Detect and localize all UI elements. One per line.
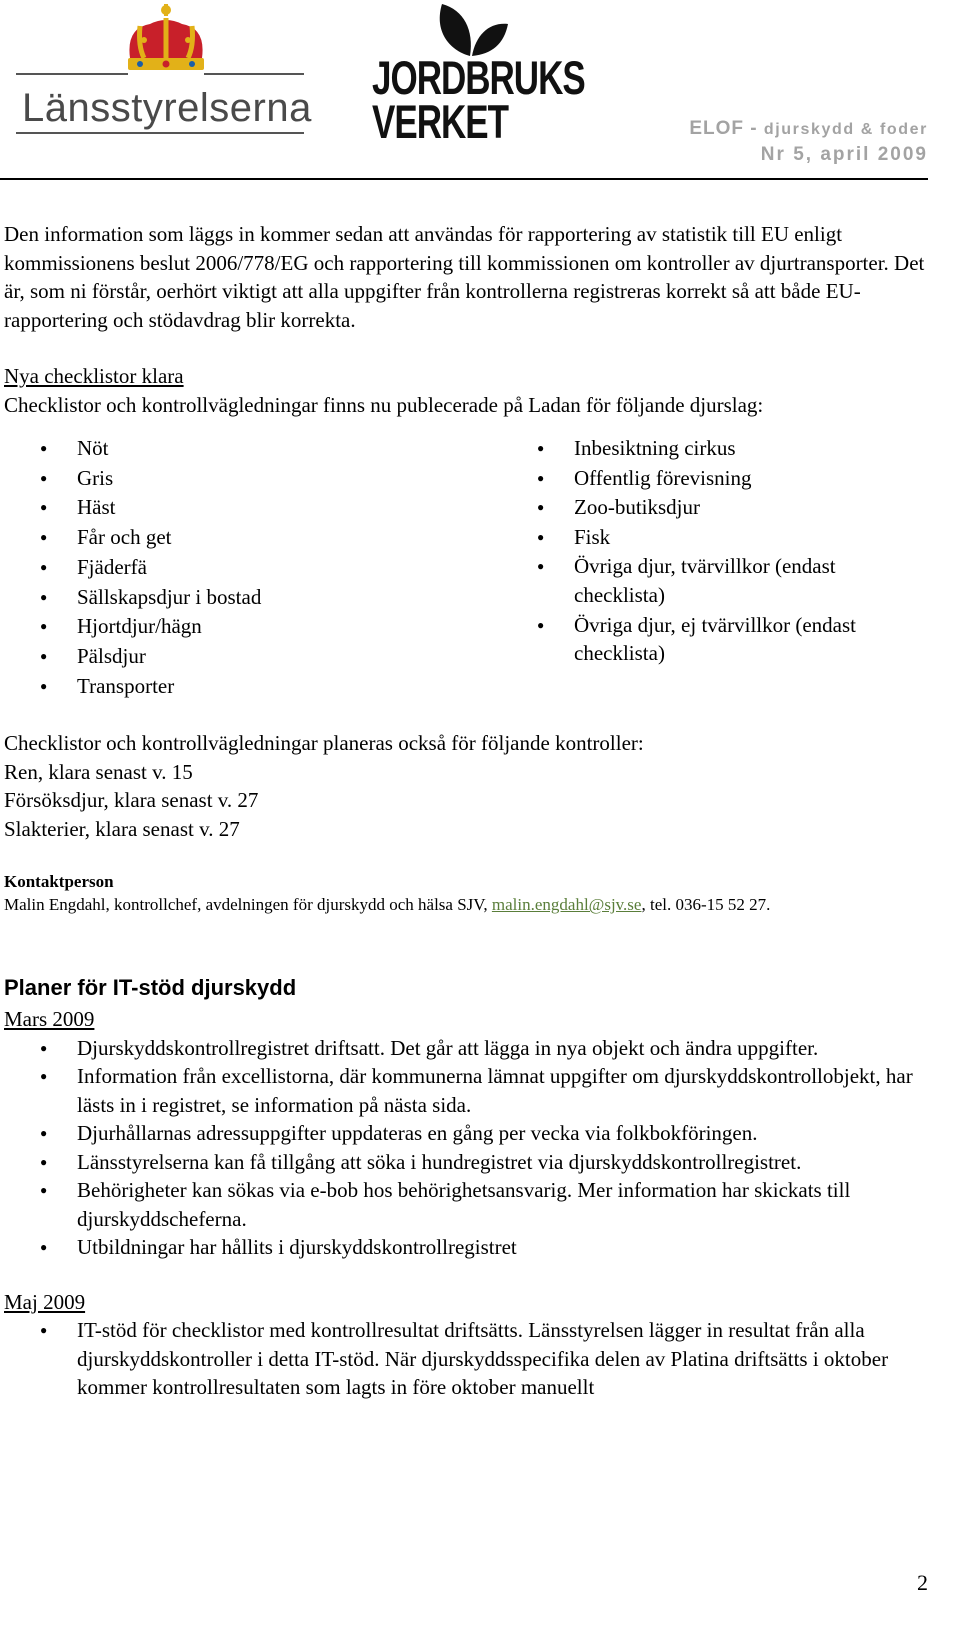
may-list (4, 1316, 928, 1402)
list-item: ● Nöt (4, 434, 501, 464)
list-item: ● Häst (4, 493, 501, 523)
lansstyrelserna-wordmark: Länsstyrelserna (22, 86, 312, 130)
newsletter-masthead (689, 118, 928, 166)
list-item: ● IT-stöd för checklistor med kontrollresultat driftsätts. Länsstyrelsen lägger in resultat från alla djurskyddskontroller i detta IT-stöd. När djurskyddsspecifika delen av Platina driftsätts i oktober kommer kontrollresultaten som lagts in före oktober manuellt (4, 1316, 928, 1402)
list-item: ● Inbesiktning cirkus (501, 434, 928, 463)
march-list (4, 1034, 928, 1262)
list-item: ● Fisk (501, 523, 928, 552)
species-list-right (501, 434, 928, 668)
planned-item: Ren, klara senast v. 15 (4, 759, 193, 784)
list-item: ● Pälsdjur (4, 642, 501, 672)
page-number: 2 (917, 1570, 928, 1595)
list-item: ● Hjortdjur/hägn (4, 612, 501, 642)
jordbruksverket-logo (370, 0, 585, 149)
list-item: ● Gris (4, 464, 501, 494)
species-columns (4, 434, 928, 701)
list-item: ● Djurhållarnas adressuppgifter uppdateras en gång per vecka via folkbokföringen. (4, 1119, 928, 1148)
crown-icon (116, 2, 216, 82)
elof-subtitle: djurskydd & foder (763, 121, 928, 138)
species-list-left (4, 434, 501, 701)
list-item: ● Länsstyrelserna kan få tillgång att söka i hundregistret via djurskyddskontrollregistret. (4, 1148, 928, 1177)
list-item: ● Djurskyddskontrollregistret driftsatt. Det går att lägga in nya objekt och ändra uppgifter. (4, 1034, 928, 1063)
contact-email-link[interactable]: malin.engdahl@sjv.se (491, 895, 642, 915)
contact-heading: Kontaktperson (4, 872, 114, 892)
leaf-icon (430, 0, 510, 58)
list-item: ● Utbildningar har hållits i djurskyddskontrollregistret (4, 1233, 928, 1262)
planned-lead: Checklistor och kontrollvägledningar planeras också för följande kontroller: (4, 731, 644, 756)
lansstyrelserna-logo (16, 2, 316, 142)
planned-item: Försöksdjur, klara senast v. 27 (4, 788, 259, 813)
it-section-title: Planer för IT-stöd djurskydd (4, 975, 297, 1001)
contact-details: Malin Engdahl, kontrollchef, avdelningen för djurskydd och hälsa SJV, malin.engdahl@sjv.se, tel. 036-15 52 27. (4, 895, 771, 915)
march-heading: Mars 2009 (4, 1007, 95, 1032)
checklists-lead: Checklistor och kontrollvägledningar finns nu publecerade på Ladan för följande djurslag: (4, 392, 764, 417)
list-item: ● Transporter (4, 672, 501, 702)
verket-wordmark: VERKET (372, 96, 508, 149)
list-item: ● Övriga djur, tvärvillkor (endast checklista) (501, 552, 928, 609)
may-heading: Maj 2009 (4, 1289, 86, 1314)
list-item: ● Offentlig förevisning (501, 464, 928, 493)
page-header (0, 0, 960, 186)
intro-paragraph: Den information som läggs in kommer sedan att användas för rapportering av statistik till EU enligt kommissionens beslut 2006/778/EG och rapportering till kommissionen om kontroller av djurtransporter. Det är, som ni förstår, oerhört viktigt att alla uppgifter från kontrollerna registreras korrekt så att både EU-rapportering och stödavdrag blir korrekta. (4, 222, 925, 332)
list-item: ● Information från excellistorna, där kommunerna lämnat uppgifter om djurskyddskontrollobjekt, har lästs in i registret, se information på nästa sida. (4, 1062, 928, 1119)
checklists-heading: Nya checklistor klara (4, 364, 184, 388)
issue-label: Nr 5, april 2009 (760, 144, 928, 165)
header-divider (0, 178, 928, 180)
list-item: ● Får och get (4, 523, 501, 553)
article-body (4, 220, 928, 1402)
list-item: ● Fjäderfä (4, 553, 501, 583)
jordbruks-wordmark: JORDBRUKS (372, 52, 585, 105)
list-item: ● Övriga djur, ej tvärvillkor (endast checklista) (501, 611, 928, 668)
list-item: ● Behörigheter kan sökas via e-bob hos behörighetsansvarig. Mer information har skickats till djurskyddscheferna. (4, 1176, 928, 1233)
elof-title: ELOF - (689, 118, 764, 139)
list-item: ● Zoo-butiksdjur (501, 493, 928, 522)
planned-item: Slakterier, klara senast v. 27 (4, 816, 240, 841)
list-item: ● Sällskapsdjur i bostad (4, 583, 501, 613)
